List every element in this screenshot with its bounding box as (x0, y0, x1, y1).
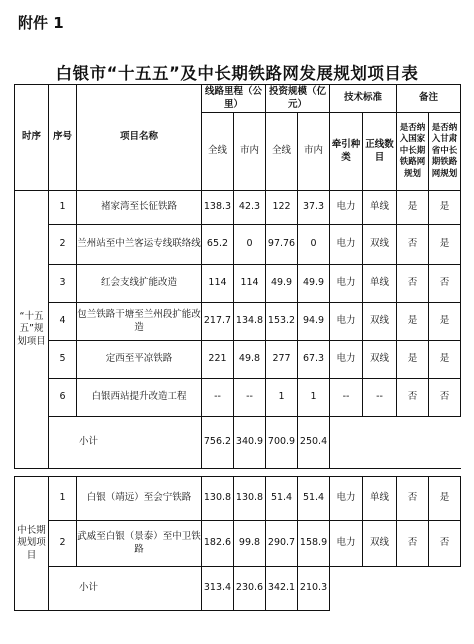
province-cell: 否 (429, 265, 461, 303)
province-cell: 否 (429, 521, 461, 567)
national-cell: 否 (397, 225, 429, 265)
table-row (15, 379, 461, 417)
blank-cell (363, 567, 397, 611)
inv-total-cell: 97.76 (266, 225, 298, 265)
table-row (15, 225, 461, 265)
lines-cell: 单线 (363, 477, 397, 521)
km-city-cell: 130.8 (234, 477, 266, 521)
km-city-cell: 134.8 (234, 303, 266, 341)
national-cell: 否 (397, 477, 429, 521)
seq-cell: 2 (49, 521, 77, 567)
table-row (15, 341, 461, 379)
project-name-cell: 红会支线扩能改造 (77, 265, 202, 303)
inv-total-cell: 153.2 (266, 303, 298, 341)
km-total-cell: 221 (202, 341, 234, 379)
inv-city-cell: 49.9 (298, 265, 330, 303)
subtotal-km-city: 230.6 (234, 567, 266, 611)
header-inv-city: 市内 (298, 113, 330, 191)
province-cell: 是 (429, 225, 461, 265)
inv-total-cell: 290.7 (266, 521, 298, 567)
km-city-cell: 49.8 (234, 341, 266, 379)
table-row (15, 191, 461, 225)
subtotal-label: 小计 (49, 567, 202, 611)
inv-city-cell: 158.9 (298, 521, 330, 567)
inv-total-cell: 49.9 (266, 265, 298, 303)
km-city-cell: 42.3 (234, 191, 266, 225)
km-total-cell: 138.3 (202, 191, 234, 225)
inv-total-cell: 277 (266, 341, 298, 379)
seq-cell: 1 (49, 477, 77, 521)
inv-city-cell: 0 (298, 225, 330, 265)
header-seq: 序号 (49, 85, 77, 191)
inv-total-cell: 122 (266, 191, 298, 225)
inv-city-cell: 94.9 (298, 303, 330, 341)
subtotal-inv-total: 342.1 (266, 567, 298, 611)
period-cell: “十五五”规划项目 (15, 191, 49, 469)
header-remarks: 备注 (397, 85, 461, 113)
spacer-cell (15, 469, 461, 477)
period-cell: 中长期规划项目 (15, 477, 49, 611)
blank-cell (397, 417, 429, 469)
national-cell: 否 (397, 265, 429, 303)
province-cell: 是 (429, 191, 461, 225)
national-cell: 是 (397, 191, 429, 225)
blank-cell (429, 417, 461, 469)
project-name-cell: 武威至白银（景泰）至中卫铁路 (77, 521, 202, 567)
seq-cell: 6 (49, 379, 77, 417)
header-investment: 投资规模（亿元） (266, 85, 330, 113)
traction-cell: 电力 (330, 521, 363, 567)
subtotal-km-total: 313.4 (202, 567, 234, 611)
traction-cell: 电力 (330, 265, 363, 303)
subtotal-km-city: 340.9 (234, 417, 266, 469)
km-city-cell: 0 (234, 225, 266, 265)
spacer-row (15, 469, 461, 477)
km-total-cell: 130.8 (202, 477, 234, 521)
subtotal-inv-city: 210.3 (298, 567, 330, 611)
project-table (14, 84, 461, 611)
project-name-cell: 兰州站至中兰客运专线联络线 (77, 225, 202, 265)
inv-city-cell: 51.4 (298, 477, 330, 521)
traction-cell: 电力 (330, 341, 363, 379)
header-name: 项目名称 (77, 85, 202, 191)
header-tech: 技术标准 (330, 85, 397, 113)
header-km-total: 全线 (202, 113, 234, 191)
document-title: 白银市“十五五”及中长期铁路网发展规划项目表 (55, 64, 419, 83)
seq-cell: 5 (49, 341, 77, 379)
traction-cell: 电力 (330, 225, 363, 265)
table-row (15, 265, 461, 303)
table-row (15, 303, 461, 341)
project-name-cell: 白银西站提升改造工程 (77, 379, 202, 417)
blank-cell (397, 567, 429, 611)
lines-cell: -- (363, 379, 397, 417)
km-total-cell: 182.6 (202, 521, 234, 567)
national-cell: 否 (397, 379, 429, 417)
subtotal-inv-city: 250.4 (298, 417, 330, 469)
km-total-cell: 217.7 (202, 303, 234, 341)
province-cell: 是 (429, 303, 461, 341)
project-name-cell: 定西至平凉铁路 (77, 341, 202, 379)
project-name-cell: 白银（靖远）至会宁铁路 (77, 477, 202, 521)
inv-city-cell: 67.3 (298, 341, 330, 379)
km-total-cell: -- (202, 379, 234, 417)
blank-cell (363, 417, 397, 469)
header-mileage: 线路里程（公里） (202, 85, 266, 113)
seq-cell: 3 (49, 265, 77, 303)
table-row (15, 477, 461, 521)
km-city-cell: 99.8 (234, 521, 266, 567)
header-km-city: 市内 (234, 113, 266, 191)
lines-cell: 双线 (363, 303, 397, 341)
attachment-label: 附件 1 (18, 14, 64, 32)
header-inv-total: 全线 (266, 113, 298, 191)
table-row (15, 521, 461, 567)
subtotal-inv-total: 700.9 (266, 417, 298, 469)
traction-cell: -- (330, 379, 363, 417)
traction-cell: 电力 (330, 303, 363, 341)
lines-cell: 双线 (363, 225, 397, 265)
subtotal-label: 小计 (49, 417, 202, 469)
km-city-cell: 114 (234, 265, 266, 303)
seq-cell: 4 (49, 303, 77, 341)
traction-cell: 电力 (330, 477, 363, 521)
km-total-cell: 114 (202, 265, 234, 303)
national-cell: 是 (397, 303, 429, 341)
project-name-cell: 褚家湾至长征铁路 (77, 191, 202, 225)
province-cell: 是 (429, 477, 461, 521)
header-period: 时序 (15, 85, 49, 191)
seq-cell: 2 (49, 225, 77, 265)
subtotal-km-total: 756.2 (202, 417, 234, 469)
lines-cell: 双线 (363, 341, 397, 379)
km-total-cell: 65.2 (202, 225, 234, 265)
blank-cell (330, 417, 363, 469)
traction-cell: 电力 (330, 191, 363, 225)
inv-city-cell: 1 (298, 379, 330, 417)
national-cell: 否 (397, 521, 429, 567)
province-cell: 否 (429, 379, 461, 417)
subtotal-row (15, 417, 461, 469)
national-cell: 是 (397, 341, 429, 379)
seq-cell: 1 (49, 191, 77, 225)
header-province-plan: 是否纳入甘肃省中长期铁路网规划 (429, 113, 461, 191)
subtotal-row (15, 567, 461, 611)
inv-total-cell: 51.4 (266, 477, 298, 521)
project-name-cell: 包兰铁路干塘至兰州段扩能改造 (77, 303, 202, 341)
header-main-lines: 正线数目 (363, 113, 397, 191)
lines-cell: 双线 (363, 521, 397, 567)
km-city-cell: -- (234, 379, 266, 417)
header-traction: 牵引种类 (330, 113, 363, 191)
inv-city-cell: 37.3 (298, 191, 330, 225)
header-row-1 (15, 85, 461, 113)
lines-cell: 单线 (363, 191, 397, 225)
header-national-plan: 是否纳入国家中长期铁路网规划 (397, 113, 429, 191)
inv-total-cell: 1 (266, 379, 298, 417)
blank-cell (330, 567, 363, 611)
province-cell: 是 (429, 341, 461, 379)
blank-cell (429, 567, 461, 611)
lines-cell: 单线 (363, 265, 397, 303)
